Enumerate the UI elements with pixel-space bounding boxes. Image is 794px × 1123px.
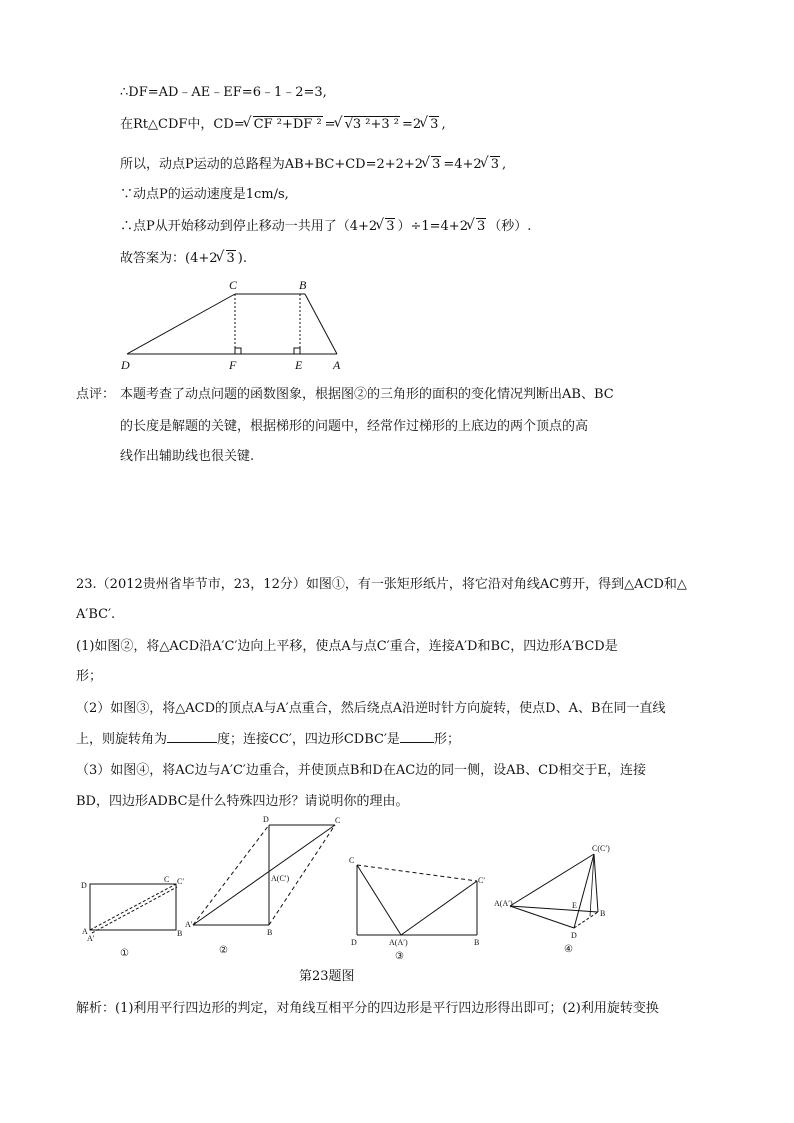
right-angle-f xyxy=(235,348,241,354)
label-d: D xyxy=(571,931,577,940)
right-angle-e xyxy=(294,348,300,354)
problem-23-line-6 xyxy=(76,731,460,749)
text: =4+2 xyxy=(443,157,482,172)
label-c-prime: C′ xyxy=(478,876,486,885)
label-d: D xyxy=(263,815,269,824)
problem-23-line-2: A′BC′. xyxy=(76,607,116,622)
problem-23-line-7: （3）如图④，将AC边与A′C′边重合，并使顶点B和D在AC边的同一侧，设AB、CD相交于E，连接 xyxy=(76,763,646,778)
label-c-prime: C′ xyxy=(177,877,185,886)
text: 形； xyxy=(433,732,460,747)
side-dc xyxy=(127,294,235,354)
text: 上，则旋转角为 xyxy=(76,732,168,747)
solution-line-1: ∴DF=AD﹣AE﹣EF=6﹣1﹣2=3, xyxy=(120,85,327,100)
label-a-c-prime: A(C′) xyxy=(271,874,290,883)
radicand: CF ²+DF ² xyxy=(253,117,322,132)
figure-number: ④ xyxy=(564,944,573,955)
text: 所以，动点P运动的总路程为AB+BC+CD=2+2+2 xyxy=(120,157,424,172)
radicand: 3 xyxy=(226,251,235,266)
text: =2 xyxy=(401,117,422,132)
solution-line-3 xyxy=(120,156,506,174)
sqrt-expression xyxy=(377,218,397,236)
sqrt-expression xyxy=(468,218,488,236)
problem-23-line-5: （2）如图③，将△ACD的顶点A与A′点重合，然后绕点A沿逆时针方向旋转，使点D、A、B在同一直线 xyxy=(76,701,666,716)
label-d: D xyxy=(81,881,87,890)
diagonal xyxy=(193,825,335,925)
text: （秒）. xyxy=(488,219,532,234)
sqrt-expression xyxy=(482,156,502,174)
radicand: 3 xyxy=(430,117,439,132)
problem-23-line-8: BD，四边形ADBC是什么特殊四边形？请说明你的理由。 xyxy=(76,794,409,809)
dashed-cc-prime xyxy=(357,865,477,881)
text: 在Rt△CDF中，CD= xyxy=(120,117,245,132)
label-b: B xyxy=(299,278,307,292)
label-b: B xyxy=(600,909,606,918)
radicand: 3 xyxy=(386,219,395,234)
label-a-a-prime: A(A′) xyxy=(389,938,408,947)
diagonal-dashed xyxy=(90,884,176,930)
label-b: B xyxy=(177,929,183,938)
radicand: 3 xyxy=(432,157,441,172)
analysis-line: 解析：(1)利用平行四边形的判定，对角线互相平分的四边形是平行四边形得出即可；(2)利用旋转变换 xyxy=(76,1001,659,1016)
label-a-a-prime: A(A′) xyxy=(494,899,513,908)
problem-23-line-3: (1)如图②，将△ACD沿A′C′边向上平移，使点A与点C′重合，连接A′D和BC，四边形A′BCD是 xyxy=(76,639,618,654)
text: , xyxy=(501,157,507,172)
label-e: E xyxy=(572,901,577,910)
figure-number: ② xyxy=(219,945,228,956)
label-e: E xyxy=(295,358,303,372)
diagonal-dashed-2 xyxy=(92,887,177,933)
text: ). xyxy=(237,251,248,266)
label-a-prime: A′ xyxy=(185,920,193,929)
figure-1 xyxy=(78,870,198,960)
comment-line-2: 的长度是解题的关键，根据梯形的问题中，经常作过梯形的上底边的两个顶点的高 xyxy=(120,419,589,434)
figure-number: ① xyxy=(120,948,129,959)
sqrt-expression xyxy=(245,116,325,134)
comment-line-1: 本题考查了动点问题的函数图象，根据图②的三角形的面积的变化情况判断出AB、BC xyxy=(120,387,614,402)
segment-cb xyxy=(594,854,598,912)
dashed-a-prime-d xyxy=(193,825,269,925)
answer-blank-shape[interactable] xyxy=(400,742,434,743)
problem-23-line-1: 23.（2012贵州省毕节市，23，12分）如图①，有一张矩形纸片，将它沿对角线AC剪开，得到△ACD和△ xyxy=(76,577,687,592)
radicand: √3 ²+3 ² xyxy=(344,117,399,132)
figure-number: ③ xyxy=(395,951,404,962)
trapezoid-figure xyxy=(115,272,355,377)
label-a: A xyxy=(82,927,88,936)
label-d: D xyxy=(351,938,357,947)
label-d: D xyxy=(121,358,130,372)
text: ∴点P从开始移动到停止移动一共用了（4+2 xyxy=(120,219,378,234)
answer-blank-angle[interactable] xyxy=(167,742,217,743)
text: ）÷1=4+2 xyxy=(397,219,468,234)
solution-line-2 xyxy=(120,116,446,134)
figure-3 xyxy=(343,853,493,963)
solution-line-4: ∵动点P的运动速度是1cm/s, xyxy=(120,187,289,202)
label-f: F xyxy=(229,358,237,372)
text: 度；连接CC′，四边形CDBC′是 xyxy=(217,732,400,747)
segment-ac xyxy=(510,854,594,906)
segment-ab xyxy=(510,906,598,912)
comment-label: 点评： xyxy=(76,387,116,402)
solution-line-5 xyxy=(120,218,531,236)
side-ba xyxy=(305,294,337,354)
label-b: B xyxy=(267,928,273,937)
text: 故答案为：(4+2 xyxy=(120,251,218,266)
label-b: B xyxy=(474,938,480,947)
label-a: A xyxy=(333,358,341,372)
text: , xyxy=(441,117,446,132)
label-c: C xyxy=(335,816,341,825)
sqrt-expression xyxy=(423,156,443,174)
problem-23-line-4: 形； xyxy=(76,669,103,684)
label-c: C xyxy=(229,278,238,292)
figure-4 xyxy=(492,842,622,962)
label-a-prime: A′ xyxy=(87,934,95,943)
radicand: 3 xyxy=(476,219,486,234)
figure-2 xyxy=(185,813,350,958)
segment-ac-prime xyxy=(401,881,477,935)
label-c-c-prime: C(C′) xyxy=(592,844,610,853)
figure-caption: 第23题图 xyxy=(299,969,355,984)
radicand: 3 xyxy=(490,157,499,172)
sqrt-expression xyxy=(421,116,441,134)
label-c: C xyxy=(349,856,355,865)
sqrt-expression xyxy=(218,250,238,268)
label-c: C xyxy=(164,875,170,884)
text: = xyxy=(324,117,336,132)
segment-ca xyxy=(357,865,401,935)
comment-line-3: 线作出辅助线也很关键. xyxy=(120,449,255,464)
sqrt-expression xyxy=(336,116,402,134)
solution-line-6 xyxy=(120,250,247,268)
